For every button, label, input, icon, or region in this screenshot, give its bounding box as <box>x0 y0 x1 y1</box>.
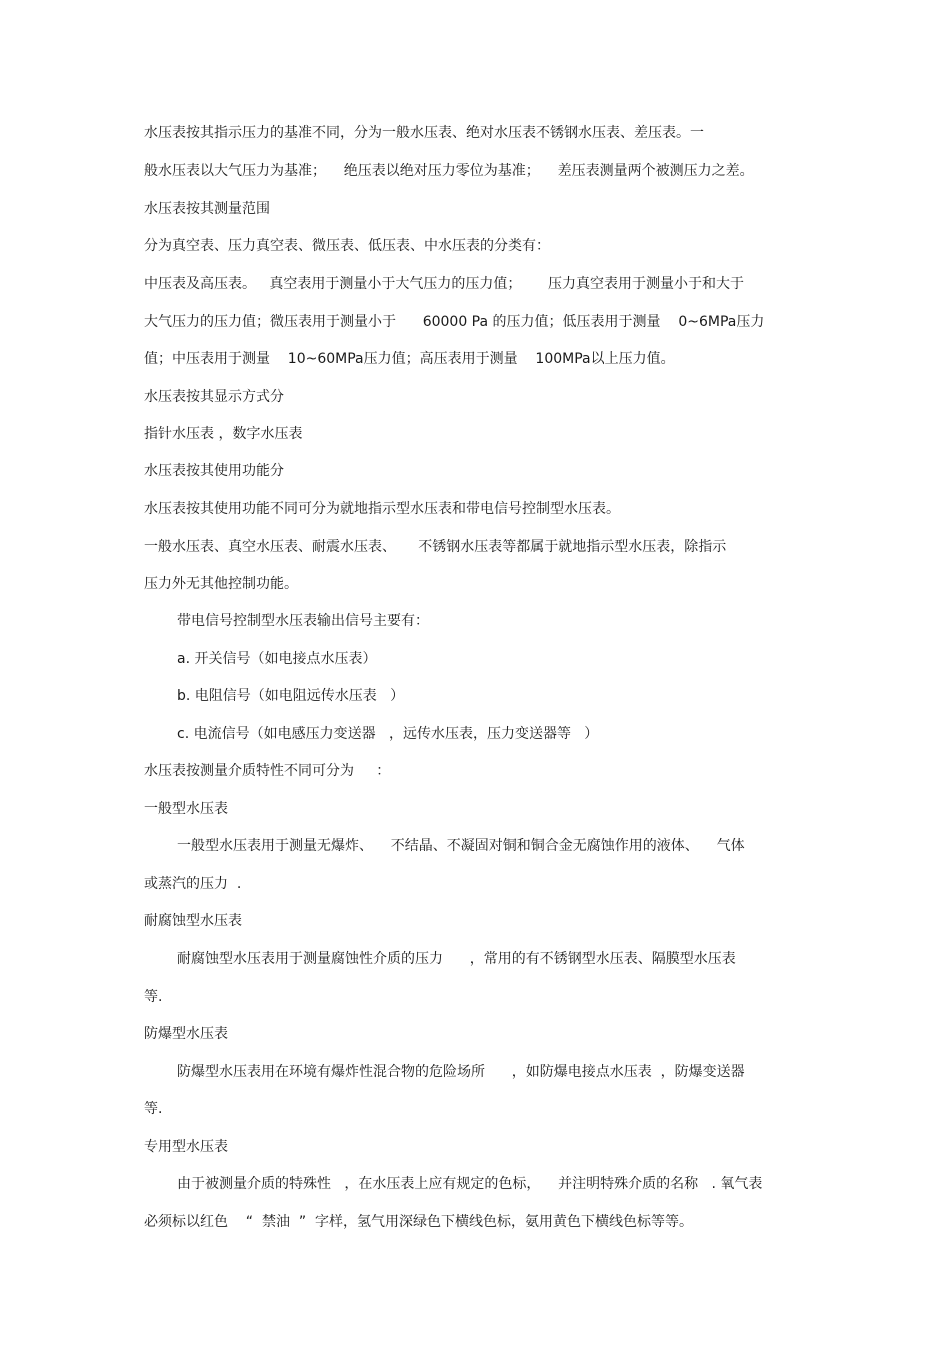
text-line: 带电信号控制型水压表输出信号主要有： <box>177 613 429 629</box>
text-line: 由于被测量介质的特殊性 ，在水压表上应有规定的色标， 并注明特殊介质的名称 . 氧气表 <box>177 1176 763 1192</box>
text-line: 必须标以红色 “ 禁油 ” 字样，氢气用深绿色下横线色标，氨用黄色下横线色标等等。 <box>144 1214 694 1230</box>
section-heading: 水压表按测量介质特性不同可分为 ： <box>144 763 391 779</box>
text-line: 一般型水压表用于测量无爆炸、 不结晶、不凝固对铜和铜合金无腐蚀作用的液体、 气体 <box>177 838 745 854</box>
text-line: 水压表按其指示压力的基准不同，分为一般水压表、绝对水压表不锈钢水压表、差压表。一 <box>144 125 704 141</box>
text-line: 大气压力的压力值；微压表用于测量小于 60000 Pa 的压力值；低压表用于测量 0~6MPa压力 <box>144 314 765 330</box>
list-item: a. 开关信号（如电接点水压表） <box>177 651 377 667</box>
section-heading: 一般型水压表 <box>144 801 228 817</box>
text-line: 等. <box>144 989 163 1005</box>
section-heading: 防爆型水压表 <box>144 1026 228 1042</box>
section-heading: 水压表按其测量范围 <box>144 201 270 217</box>
text-line: 耐腐蚀型水压表用于测量腐蚀性介质的压力 ，常用的有不锈钢型水压表、隔膜型水压表 <box>177 951 736 967</box>
text-line: 一般水压表、真空水压表、耐震水压表、 不锈钢水压表等都属于就地指示型水压表，除指示 <box>144 539 727 555</box>
section-heading: 水压表按其显示方式分 <box>144 389 284 405</box>
section-heading: 水压表按其使用功能分 <box>144 463 284 479</box>
text-line: 防爆型水压表用在环境有爆炸性混合物的危险场所 ，如防爆电接点水压表 ，防爆变送器 <box>177 1064 745 1080</box>
text-line: 般水压表以大气压力为基准； 绝压表以绝对压力零位为基准； 差压表测量两个被测压力之差。 <box>144 163 754 179</box>
list-item: b. 电阻信号（如电阻远传水压表 ） <box>177 688 405 704</box>
text-line: 压力外无其他控制功能。 <box>144 576 298 592</box>
section-heading: 耐腐蚀型水压表 <box>144 913 242 929</box>
text-line: 值；中压表用于测量 10~60MPa压力值；高压表用于测量 100MPa以上压力值。 <box>144 351 675 367</box>
text-line: 分为真空表、压力真空表、微压表、低压表、中水压表的分类有： <box>144 238 550 254</box>
text-line: 等. <box>144 1101 163 1117</box>
text-line: 指针水压表 ，数字水压表 <box>144 426 303 442</box>
text-line: 中压表及高压表。 真空表用于测量小于大气压力的压力值； 压力真空表用于测量小于和大于 <box>144 276 745 292</box>
text-line: 或蒸汽的压力 . <box>144 876 242 892</box>
text-line: 水压表按其使用功能不同可分为就地指示型水压表和带电信号控制型水压表。 <box>144 501 620 517</box>
list-item: c. 电流信号（如电感压力变送器 ，远传水压表，压力变送器等 ） <box>177 726 599 742</box>
section-heading: 专用型水压表 <box>144 1139 228 1155</box>
